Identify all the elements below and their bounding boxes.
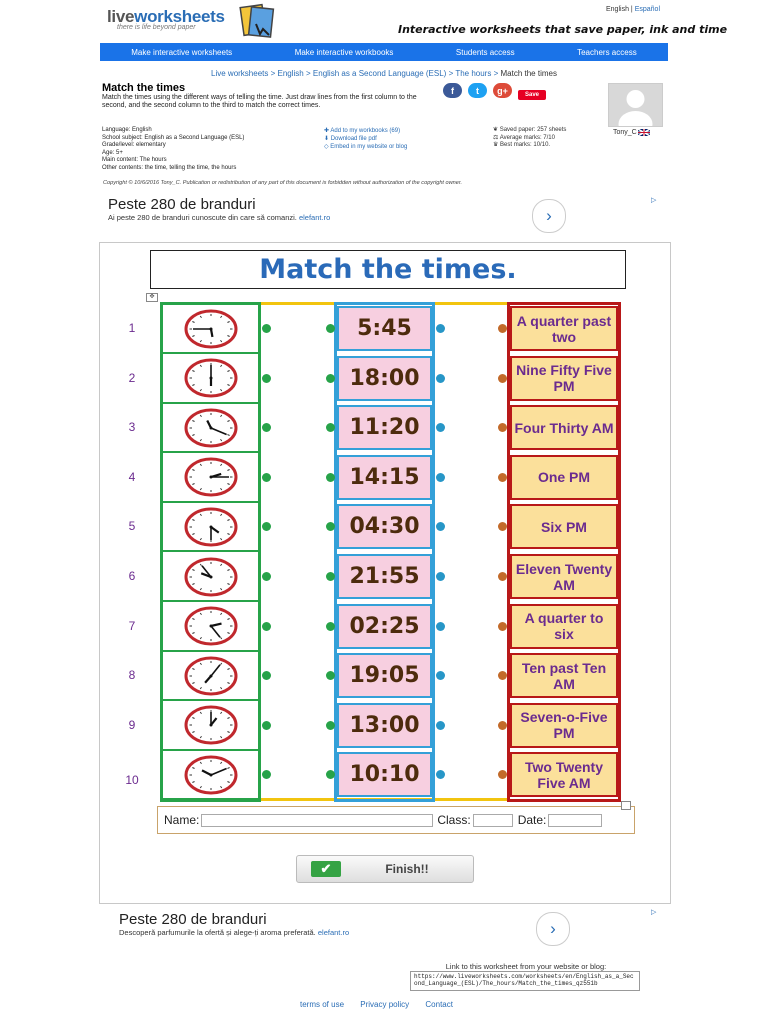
chevron-right-icon: › [550,919,556,938]
time-in-words-cell: Six PM [510,504,618,549]
finish-button[interactable] [296,855,474,883]
ad-subtitle [108,213,658,222]
author-name-row [613,129,650,136]
ad-domain: elefant.ro [298,213,331,222]
pinterest-save-button[interactable] [518,90,546,100]
time-in-words-cell: A quarter to six [510,604,618,649]
scale-icon: ⚖ [493,134,500,141]
digital-time-cell: 14:15 [337,455,432,500]
row-number: 7 [128,618,136,633]
digital-time-cell: 11:20 [337,405,432,450]
name-field[interactable] [201,814,433,827]
logo-worksheets-text: worksheets [134,7,225,26]
worksheet-meta [102,127,244,172]
ad-title: Peste 280 de branduri [108,196,256,213]
embed-link[interactable] [324,143,407,151]
clock-cell [163,553,258,602]
download-pdf-label: Download file pdf [330,136,377,142]
time-right-connector-dot[interactable] [436,721,445,730]
time-left-connector-dot[interactable] [326,473,335,482]
class-field[interactable] [473,814,513,827]
worksheet-url-field[interactable]: https://www.liveworksheets.com/worksheets/en/English_as_a_Second_Language_(ESL)/The_hours/Match_the_times_qz551b [410,971,640,991]
meta-age: Age: 5+ [102,149,123,156]
code-icon: ◇ [324,144,331,150]
plus-icon: ✚ [324,128,331,134]
saved-paper: Saved paper: 257 sheets [499,127,567,133]
breadcrumb-live-worksheets[interactable]: Live worksheets [211,69,269,78]
user-silhouette-icon [609,84,662,126]
analog-clock-icon [184,705,238,745]
link-to-worksheet-label: Link to this worksheet from your website or blog: [445,962,607,971]
trophy-icon: ♛ [493,142,501,148]
row-number: 1 [128,321,136,335]
time-in-words-cell: Nine Fifty Five PM [510,356,618,401]
add-to-workbook-label: Add to my workbooks (69) [330,128,401,134]
checkmark-icon: ✔ [311,861,341,877]
breadcrumb-esl[interactable]: English as a Second Language (ESL) [312,69,447,78]
date-field[interactable] [548,814,602,827]
digital-time-cell: 10:10 [337,752,432,797]
breadcrumb-current: Match the times [500,69,557,78]
resize-handle-icon[interactable] [621,801,631,810]
breadcrumb-separator: > [306,69,311,78]
contact-link[interactable]: Contact [425,1000,453,1009]
row-number: 8 [128,668,136,683]
breadcrumb [100,69,668,78]
class-label: Class: [437,813,471,827]
name-label: Name: [164,813,200,827]
logo-live-text: live [107,7,135,26]
ad-title: Peste 280 de branduri [119,911,267,928]
words-connector-dot[interactable] [498,473,507,482]
row-number: 6 [128,569,136,583]
digital-time-cell: 04:30 [337,504,432,549]
clock-cell [163,355,258,404]
clock-cell [163,702,258,751]
analog-clock-icon [184,507,238,547]
download-icon: ⬇ [324,136,331,142]
best-marks: Best marks: 10/10. [500,142,551,148]
analog-clock-icon [184,656,238,696]
time-in-words-cell: Two Twenty Five AM [510,752,618,797]
sheet-title: Match the times. [150,250,626,289]
time-in-words-cell: Eleven Twenty AM [510,554,618,599]
analog-clock-icon [184,606,238,646]
meta-main-content: Main content: The hours [102,157,167,163]
move-handle-icon[interactable]: ✥ [146,293,158,302]
analog-clock-icon [184,755,238,795]
ad-subtitle [119,928,659,937]
digital-time-cell: 18:00 [337,356,432,401]
time-right-connector-dot[interactable] [436,473,445,482]
clock-cell [163,454,258,503]
clock-connector-dot[interactable] [262,324,271,333]
digital-time-cell: 5:45 [337,306,432,351]
footer-links [300,1000,467,1009]
meta-grade: Grade/level: elementary [102,142,166,148]
time-right-connector-dot[interactable] [436,324,445,333]
clock-connector-dot[interactable] [262,721,271,730]
time-in-words-cell: One PM [510,455,618,500]
breadcrumb-the-hours[interactable]: The hours [455,69,492,78]
breadcrumb-separator: > [493,69,499,78]
worksheet-title: Match the times [102,82,186,94]
row-number: 10 [125,773,139,788]
time-in-words-cell: A quarter past two [510,306,618,351]
time-left-connector-dot[interactable] [326,622,335,631]
analog-clock-icon [184,557,238,597]
clock-connector-dot[interactable] [262,572,271,581]
row-number: 5 [128,519,136,534]
download-pdf-link[interactable] [324,135,407,143]
uk-flag-icon [638,129,650,136]
digital-time-cell: 19:05 [337,653,432,698]
clock-cell [163,305,258,354]
words-connector-dot[interactable] [498,572,507,581]
ad-domain: elefant.ro [317,928,350,937]
analog-clock-icon [184,457,238,497]
facebook-share-button[interactable]: f [443,83,462,98]
clock-cell [163,503,258,552]
date-label: Date: [517,813,547,827]
author-avatar[interactable] [608,83,663,127]
row-number: 2 [128,370,136,385]
nav-make-worksheets[interactable]: Make interactive worksheets [131,47,233,57]
breadcrumb-separator: > [270,69,276,78]
time-in-words-cell: Ten past Ten AM [510,653,618,698]
time-left-connector-dot[interactable] [326,572,335,581]
clock-cell [163,751,258,800]
lang-spanish[interactable]: Español [634,6,660,13]
twitter-share-button[interactable]: t [468,83,487,98]
row-number: 9 [128,717,136,732]
clock-cell [163,603,258,652]
save-label: Save [524,92,539,98]
words-connector-dot[interactable] [498,374,507,383]
worksheet-actions [324,127,407,151]
meta-school-subject: School subject: English as a Second Language (ESL) [102,134,245,141]
finish-label: Finish!! [385,862,429,876]
meta-language: Language: English [102,127,152,133]
leaf-icon: ❦ [493,127,500,133]
time-left-connector-dot[interactable] [326,324,335,333]
main-nav [100,43,668,61]
breadcrumb-english[interactable]: English [277,69,304,78]
breadcrumb-separator: > [448,69,454,78]
nav-teachers-access[interactable]: Teachers access [577,47,637,57]
time-left-connector-dot[interactable] [326,721,335,730]
clock-connector-dot[interactable] [262,622,271,631]
time-in-words-cell: Seven-o-Five PM [510,703,618,748]
ad-arrow-button[interactable] [536,912,570,946]
worksheet-description: Match the times using the different ways of telling the time. Just draw lines from the first column to the second, and the second column to the third to match the correct times. [102,94,417,109]
clock-cell [163,404,258,453]
row-number: 4 [128,469,136,484]
time-left-connector-dot[interactable] [326,374,335,383]
embed-label: Embed in my website or blog [330,144,408,150]
nav-make-workbooks[interactable]: Make interactive workbooks [294,47,394,57]
analog-clock-icon [184,309,238,349]
student-info-bar [157,806,635,834]
worksheet-stats [493,127,566,150]
clock-connector-dot[interactable] [262,374,271,383]
author-name[interactable]: Tony_C [613,129,637,136]
time-in-words-cell: Four Thirty AM [510,405,618,450]
digital-time-cell: 02:25 [337,604,432,649]
ad-banner-bottom[interactable] [119,911,659,949]
google-plus-share-button[interactable]: g+ [493,83,512,98]
logo-icon [236,2,280,40]
time-right-connector-dot[interactable] [436,572,445,581]
analog-clock-icon [184,408,238,448]
ad-choices-icon[interactable]: ▷ [651,909,657,916]
analog-clock-icon [184,358,238,398]
digital-time-cell: 21:55 [337,554,432,599]
lang-separator: | [630,6,633,13]
tagline: Interactive worksheets that save paper, ink and time [398,23,728,36]
words-connector-dot[interactable] [498,721,507,730]
time-right-connector-dot[interactable] [436,374,445,383]
words-connector-dot[interactable] [498,622,507,631]
digital-time-cell: 13:00 [337,703,432,748]
clock-cell [163,652,258,701]
add-to-workbook-link[interactable] [324,127,407,135]
copyright-notice: Copyright © 10/6/2016 Tony_C. Publication or redistribution of any part of this document is forbidden without authorization of the copyright owner. [103,180,463,186]
words-connector-dot[interactable] [498,324,507,333]
ad-subtitle-text: Ai peste 280 de branduri cunoscute din care să comanzi. [108,213,297,222]
terms-of-use-link[interactable]: terms of use [300,1000,345,1009]
lang-english[interactable]: English [606,6,629,13]
ad-subtitle-text: Descoperă parfumurile la ofertă și alege-ți aroma preferată. [119,928,316,937]
meta-other-contents: Other contents: the time, telling the time, the hours [102,164,237,171]
language-switch [606,6,660,13]
row-number: 3 [128,420,136,435]
logo[interactable] [107,7,225,31]
ad-arrow-button[interactable] [532,199,566,233]
time-right-connector-dot[interactable] [436,622,445,631]
ad-choices-icon[interactable]: ▷ [651,197,657,204]
privacy-policy-link[interactable]: Privacy policy [360,1000,410,1009]
average-marks: Average marks: 7/10 [499,134,555,141]
logo-subtitle: there is life beyond paper [117,24,196,31]
clock-connector-dot[interactable] [262,473,271,482]
ad-banner-top[interactable] [108,196,658,234]
nav-students-access[interactable]: Students access [455,47,515,57]
chevron-right-icon: › [546,206,552,225]
